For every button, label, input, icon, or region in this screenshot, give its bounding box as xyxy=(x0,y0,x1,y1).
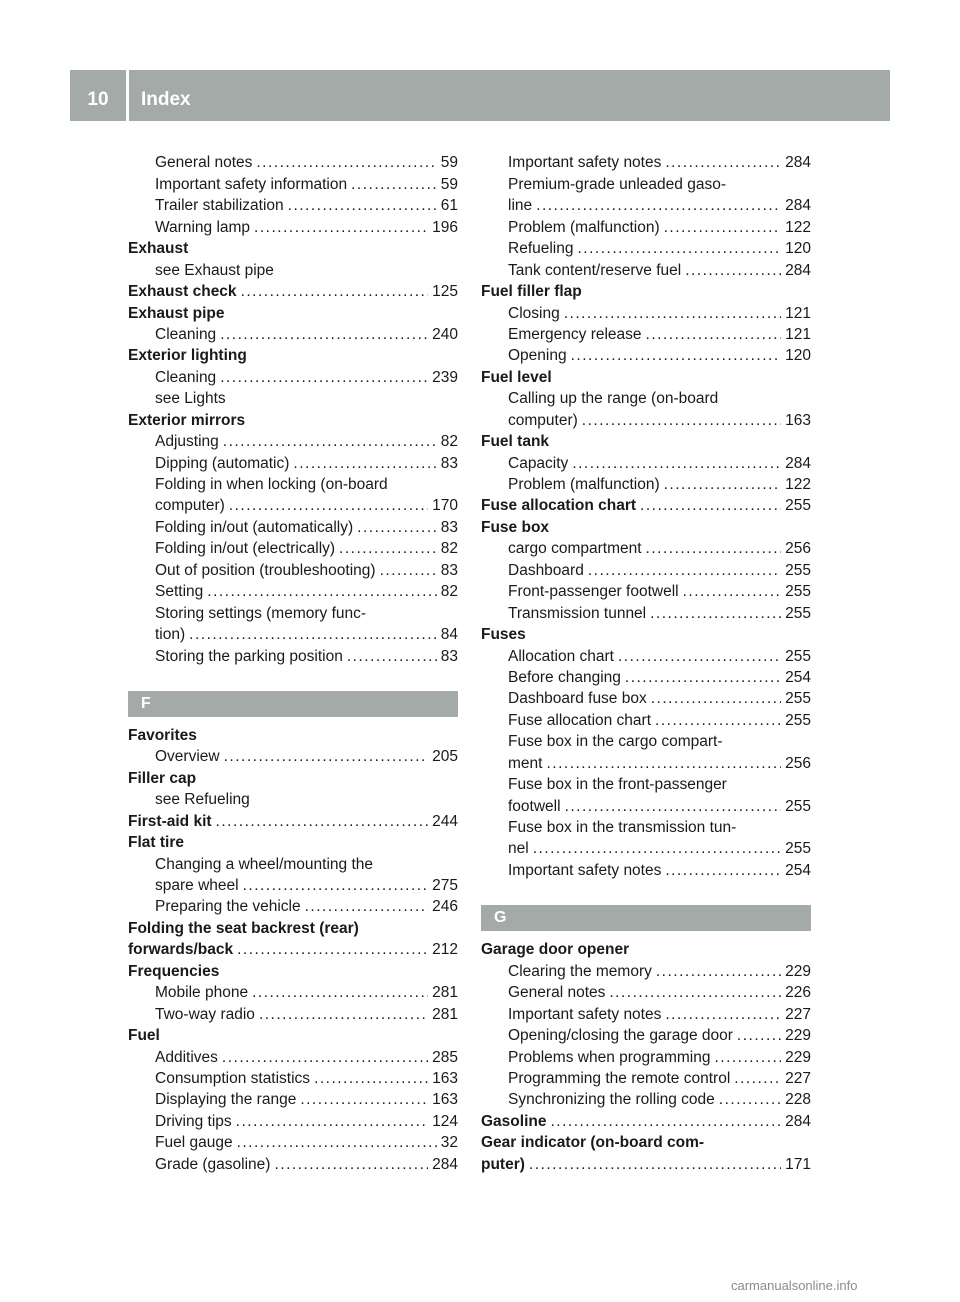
index-entry: Refueling ..... 120 xyxy=(481,238,811,259)
index-entry: Preparing the vehicle ..... 246 xyxy=(128,896,458,917)
index-entry: Overview ..... 205 xyxy=(128,746,458,767)
index-entry: Two-way radio ..... 281 xyxy=(128,1003,458,1024)
index-column-left xyxy=(128,152,458,1175)
index-entry: Capacity ..... 284 xyxy=(481,452,811,473)
index-heading: puter) ..... 171 xyxy=(481,1153,811,1174)
index-entry: Front-passenger footwell ..... 255 xyxy=(481,581,811,602)
index-heading: Fuel level xyxy=(481,368,552,386)
index-entry: tion) ..... 84 xyxy=(128,624,458,645)
index-entry: Consumption statistics ..... 163 xyxy=(128,1068,458,1089)
index-entry: computer) ..... 170 xyxy=(128,495,458,516)
index-heading: Filler cap xyxy=(128,769,197,787)
index-heading: Fuse allocation chart ..... 255 xyxy=(481,495,811,516)
index-heading: Fuel filler flap xyxy=(481,283,582,301)
index-entry: Allocation chart ..... 255 xyxy=(481,645,811,666)
index-entry: Important safety notes ..... 254 xyxy=(481,859,811,880)
index-entry: General notes ..... 59 xyxy=(128,152,458,173)
page-header xyxy=(70,70,890,121)
index-entry: Out of position (troubleshooting) ..... 83 xyxy=(128,559,458,580)
index-entry: Before changing ..... 254 xyxy=(481,667,811,688)
index-entry: Premium-grade unleaded gaso- xyxy=(508,175,726,193)
index-entry: Additives ..... 285 xyxy=(128,1046,458,1067)
index-entry: Clearing the memory ..... 229 xyxy=(481,960,811,981)
page-number: 10 xyxy=(87,89,109,110)
letter-section-f: F xyxy=(128,691,458,717)
index-entry: Dipping (automatic) ..... 83 xyxy=(128,452,458,473)
header-divider xyxy=(126,70,129,121)
index-entry: Folding in when locking (on-board xyxy=(155,476,388,493)
index-entry: Folding in/out (automatically) ..... 83 xyxy=(128,516,458,537)
index-entry: computer) ..... 163 xyxy=(481,409,811,430)
index-entry: Displaying the range ..... 163 xyxy=(128,1089,458,1110)
index-entry: Fuse allocation chart ..... 255 xyxy=(481,709,811,730)
index-entry: General notes ..... 226 xyxy=(481,982,811,1003)
index-entry: Folding in/out (electrically) ..... 82 xyxy=(128,538,458,559)
index-entry: Emergency release ..... 121 xyxy=(481,324,811,345)
index-entry: Trailer stabilization ..... 61 xyxy=(128,195,458,216)
index-entry: Fuse box in the transmission tun- xyxy=(508,819,737,836)
index-heading: Exhaust xyxy=(128,240,189,258)
index-entry: Setting ..... 82 xyxy=(128,581,458,602)
index-entry: Important safety notes ..... 284 xyxy=(481,152,811,173)
index-entry: cargo compartment ..... 256 xyxy=(481,538,811,559)
index-entry: Calling up the range (on-board xyxy=(508,390,719,408)
index-entry: Tank content/reserve fuel ..... 284 xyxy=(481,259,811,280)
index-entry: Driving tips ..... 124 xyxy=(128,1110,458,1131)
index-entry: Problem (malfunction) ..... 122 xyxy=(481,216,811,237)
index-entry: see Exhaust pipe xyxy=(155,261,274,279)
index-entry: Opening ..... 120 xyxy=(481,345,811,366)
index-entry: Dashboard fuse box ..... 255 xyxy=(481,688,811,709)
section-title: Index xyxy=(141,89,191,110)
index-column-right xyxy=(481,152,811,1175)
index-entry: Fuse box in the cargo compart- xyxy=(508,733,723,751)
index-heading: Fuel xyxy=(128,1027,160,1045)
index-entry: Storing settings (memory func- xyxy=(155,604,367,622)
index-entry: Opening/closing the garage door ..... 229 xyxy=(481,1025,811,1046)
index-heading: Fuses xyxy=(481,626,526,644)
index-heading: Exterior mirrors xyxy=(128,411,246,429)
index-entry: Fuel gauge ..... 32 xyxy=(128,1132,458,1153)
index-entry: Dashboard ..... 255 xyxy=(481,559,811,580)
index-heading: Exterior lighting xyxy=(128,347,247,365)
index-heading: Favorites xyxy=(128,726,197,744)
index-entry: see Refueling xyxy=(155,791,250,809)
index-heading: Gasoline ..... 284 xyxy=(481,1110,811,1131)
index-entry: see Lights xyxy=(155,390,226,408)
index-entry: line ..... 284 xyxy=(481,195,811,216)
index-heading: Fuel tank xyxy=(481,433,550,451)
watermark: carmanualsonline.info xyxy=(731,1278,858,1293)
index-heading: Gear indicator (on-board com- xyxy=(481,1134,705,1152)
index-entry: Cleaning ..... 239 xyxy=(128,366,458,387)
index-entry: Warning lamp ..... 196 xyxy=(128,216,458,237)
index-heading: Frequencies xyxy=(128,962,220,980)
index-heading: First-aid kit ..... 244 xyxy=(128,810,458,831)
index-entry: Closing ..... 121 xyxy=(481,302,811,323)
letter-section-g: G xyxy=(481,905,811,931)
index-heading: Exhaust check ..... 125 xyxy=(128,281,458,302)
index-entry: Changing a wheel/mounting the xyxy=(155,855,374,873)
index-entry: Important safety information ..... 59 xyxy=(128,173,458,194)
index-entry: Synchronizing the rolling code ..... 228 xyxy=(481,1089,811,1110)
index-entry: Grade (gasoline) ..... 284 xyxy=(128,1153,458,1174)
index-entry: Problems when programming ..... 229 xyxy=(481,1046,811,1067)
index-entry: nel ..... 255 xyxy=(481,838,811,859)
index-entry: Storing the parking position ..... 83 xyxy=(128,645,458,666)
index-entry: Cleaning ..... 240 xyxy=(128,324,458,345)
index-heading: Folding the seat backrest (rear) xyxy=(128,919,359,937)
index-entry: Fuse box in the front-passenger xyxy=(508,776,727,794)
index-heading: Flat tire xyxy=(128,834,184,852)
index-entry: Mobile phone ..... 281 xyxy=(128,982,458,1003)
index-entry: Problem (malfunction) ..... 122 xyxy=(481,474,811,495)
index-entry: ment ..... 256 xyxy=(481,752,811,773)
index-entry: Transmission tunnel ..... 255 xyxy=(481,602,811,623)
index-heading: Garage door opener xyxy=(481,941,630,959)
index-entry: footwell ..... 255 xyxy=(481,795,811,816)
index-entry: Programming the remote control ..... 227 xyxy=(481,1068,811,1089)
index-heading: Exhaust pipe xyxy=(128,304,225,322)
index-heading: forwards/back ..... 212 xyxy=(128,939,458,960)
index-heading: Fuse box xyxy=(481,518,550,536)
index-entry: Adjusting ..... 82 xyxy=(128,431,458,452)
index-entry: Important safety notes ..... 227 xyxy=(481,1003,811,1024)
index-entry: spare wheel ..... 275 xyxy=(128,875,458,896)
